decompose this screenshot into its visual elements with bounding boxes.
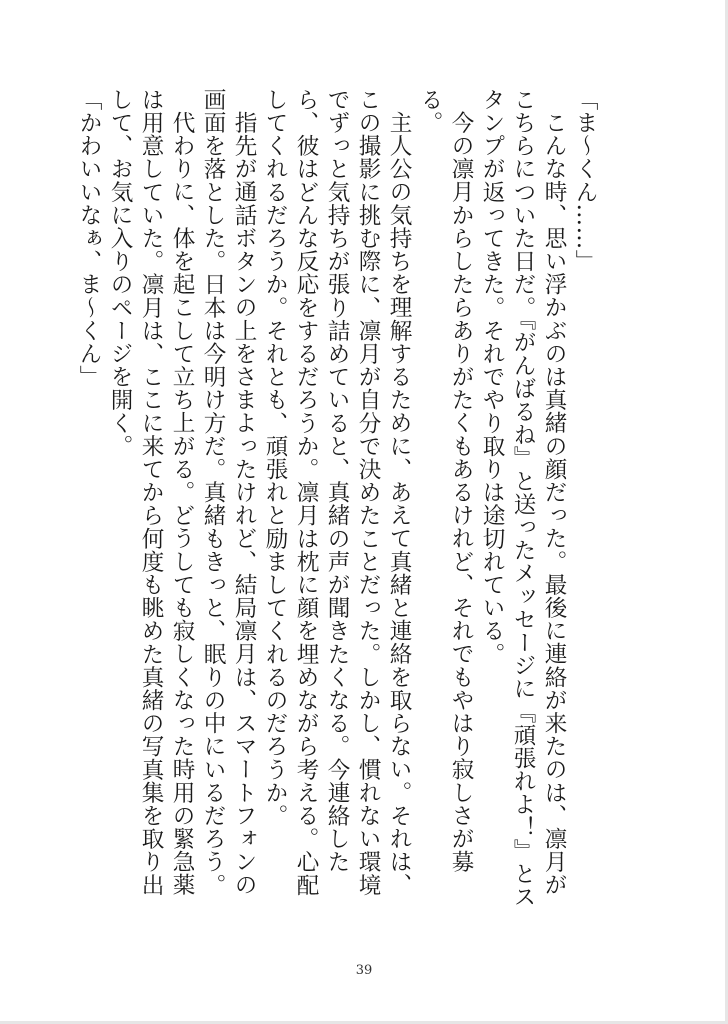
paragraph-6: 代わりに、体を起こして立ち上がる。どうしても寂しくなった時用の緊急薬は用意していた。凛月は、ここに来てから何度も眺めた真緒の写真集を取り出して、お気に入りのページを開く。 [107, 88, 195, 897]
page-number: 39 [355, 963, 373, 978]
paragraph-2: こんな時、思い浮かぶのは真緒の顔だった。最後に連絡が来たのは、凛月がこちらについた日だ。『がんばるね』と送ったメッセージに『頑張れよ！』とスタンプが返ってきた。それでやり取りは途切れている。 [479, 88, 567, 909]
paragraph-3: 今の凛月からしたらありがたくもあるけれど、それでもやはり寂しさが募る。 [417, 88, 474, 873]
paragraph-7: 「かわいいなぁ、ま〜くん」 [76, 88, 102, 389]
vertical-text-body [76, 88, 600, 918]
paragraph-5: 指先が通話ボタンの上をさまよったけれど、結局凛月は、スマートフォンの画面を落とした。日本は今明け方だ。真緒もきっと、眠りの中にいるだろう。 [200, 88, 257, 897]
paragraph-1: 「ま〜くん……」 [572, 88, 598, 273]
paragraph-4: 主人公の気持ちを理解するために、あえて真緒と連絡を取らない。それは、この撮影に挑む際に、凛月が自分で決めたことだった。しかし、慣れない環境でずっと気持ちが張り詰めていると、真緒の声が聞きたくなる。今連絡したら、彼はどんな反応をするだろうか。凛月は枕に顔を埋めながら考える。心配してくれるだろうか。それとも、頑張れと励ましてくれるのだろうか。 [262, 88, 412, 897]
